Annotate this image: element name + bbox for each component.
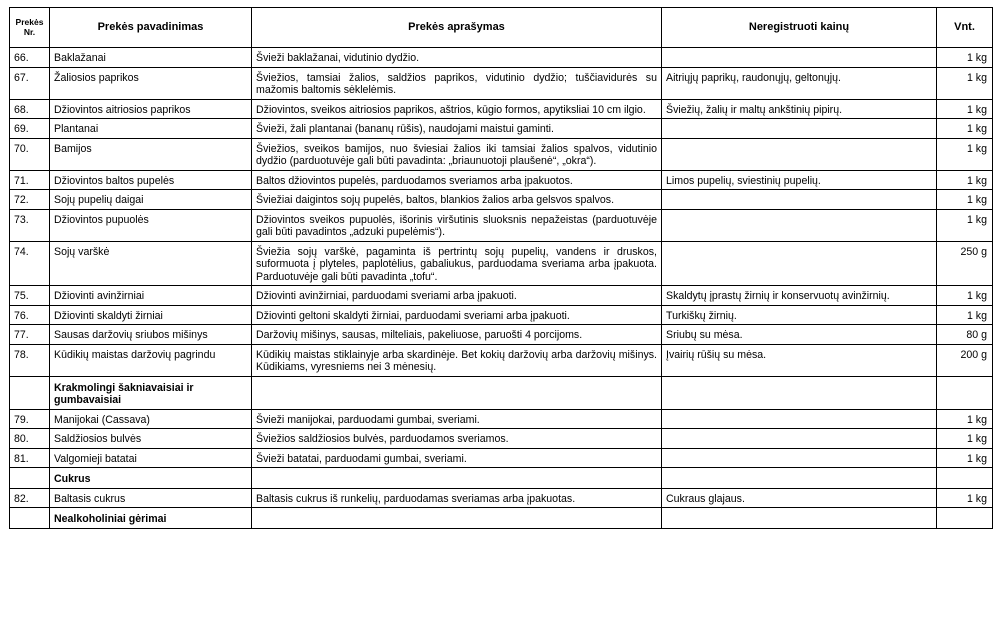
empty-cell xyxy=(252,376,662,409)
unregistered-prices-cell xyxy=(662,241,937,286)
unregistered-prices-cell xyxy=(662,448,937,468)
category-row xyxy=(10,376,993,409)
unit-cell: 80 g xyxy=(937,325,993,345)
item-number-cell: 74. xyxy=(10,241,50,286)
product-description-cell: Baltos džiovintos pupelės, parduodamos sveriamos arba įpakuotos. xyxy=(252,170,662,190)
unit-cell: 1 kg xyxy=(937,209,993,241)
category-row xyxy=(10,508,993,529)
item-number-cell: 82. xyxy=(10,488,50,508)
item-number-cell: 68. xyxy=(10,99,50,119)
unit-cell: 1 kg xyxy=(937,67,993,99)
product-description-cell: Kūdikių maistas stiklainyje arba skardinėje. Bet kokių daržovių arba daržovių mišinys. Kūdikiams, vyresniems nei 3 mėnesių. xyxy=(252,344,662,376)
item-number-cell: 79. xyxy=(10,409,50,429)
empty-cell xyxy=(10,468,50,489)
unit-cell: 1 kg xyxy=(937,119,993,139)
empty-cell xyxy=(937,468,993,489)
product-description-cell: Šviežiai daigintos sojų pupelės, baltos, blankios žalios arba gelsvos spalvos. xyxy=(252,190,662,210)
product-name-cell: Sojų pupelių daigai xyxy=(50,190,252,210)
empty-cell xyxy=(937,508,993,529)
category-title: Krakmolingi šakniavaisiai ir gumbavaisiai xyxy=(50,376,252,409)
product-description-cell: Šviežios, tamsiai žalios, saldžios paprikos, vidutinio dydžio; tuščiavidurės su mažomis baltomis sėklelėmis. xyxy=(252,67,662,99)
table-row xyxy=(10,119,993,139)
table-header-row xyxy=(10,8,993,48)
table-row xyxy=(10,170,993,190)
header-product-description: Prekės aprašymas xyxy=(252,8,662,48)
product-name-cell: Džiovintos pupuolės xyxy=(50,209,252,241)
item-number-cell: 81. xyxy=(10,448,50,468)
unregistered-prices-cell: Cukraus glajaus. xyxy=(662,488,937,508)
unit-cell: 1 kg xyxy=(937,138,993,170)
product-name-cell: Džiovintos baltos pupelės xyxy=(50,170,252,190)
empty-cell xyxy=(662,468,937,489)
product-description-cell: Daržovių mišinys, sausas, milteliais, pakeliuose, paruošti 4 porcijoms. xyxy=(252,325,662,345)
product-name-cell: Baltasis cukrus xyxy=(50,488,252,508)
product-name-cell: Sojų varškė xyxy=(50,241,252,286)
unit-cell: 1 kg xyxy=(937,190,993,210)
table-body xyxy=(10,48,993,529)
unregistered-prices-cell: Sriubų su mėsa. xyxy=(662,325,937,345)
unregistered-prices-cell xyxy=(662,429,937,449)
category-title: Nealkoholiniai gėrimai xyxy=(50,508,252,529)
category-title: Cukrus xyxy=(50,468,252,489)
table-row xyxy=(10,190,993,210)
table-row xyxy=(10,325,993,345)
product-name-cell: Plantanai xyxy=(50,119,252,139)
unit-cell: 1 kg xyxy=(937,448,993,468)
product-name-cell: Džiovintos aitriosios paprikos xyxy=(50,99,252,119)
empty-cell xyxy=(10,508,50,529)
unit-cell: 1 kg xyxy=(937,429,993,449)
item-number-cell: 70. xyxy=(10,138,50,170)
table-row xyxy=(10,209,993,241)
product-name-cell: Žaliosios paprikos xyxy=(50,67,252,99)
product-description-cell: Švieži manijokai, parduodami gumbai, sveriami. xyxy=(252,409,662,429)
item-number-cell: 71. xyxy=(10,170,50,190)
unregistered-prices-cell xyxy=(662,48,937,68)
table-row xyxy=(10,409,993,429)
table-row xyxy=(10,67,993,99)
product-table xyxy=(9,7,993,529)
header-unit: Vnt. xyxy=(937,8,993,48)
table-row xyxy=(10,138,993,170)
table-row xyxy=(10,286,993,306)
empty-cell xyxy=(252,468,662,489)
header-product-name: Prekės pavadinimas xyxy=(50,8,252,48)
product-name-cell: Baklažanai xyxy=(50,48,252,68)
unregistered-prices-cell xyxy=(662,119,937,139)
table-row xyxy=(10,344,993,376)
table-row xyxy=(10,488,993,508)
unit-cell: 200 g xyxy=(937,344,993,376)
unregistered-prices-cell xyxy=(662,209,937,241)
item-number-cell: 76. xyxy=(10,305,50,325)
product-description-cell: Šviežios, sveikos bamijos, nuo šviesiai žalios iki tamsiai žalios spalvos, vidutinio dydžio (parduotuvėje gali būti pavadinta: „briaunuotoji plaušenė“, „okra“). xyxy=(252,138,662,170)
product-name-cell: Džiovinti skaldyti žirniai xyxy=(50,305,252,325)
unregistered-prices-cell: Turkiškų žirnių. xyxy=(662,305,937,325)
item-number-cell: 75. xyxy=(10,286,50,306)
category-row xyxy=(10,468,993,489)
product-description-cell: Džiovintos sveikos pupuolės, išorinis viršutinis sluoksnis nepažeistas (parduotuvėje gali būti pavadintos „adzuki pupelėmis“). xyxy=(252,209,662,241)
table-row xyxy=(10,48,993,68)
unregistered-prices-cell: Įvairių rūšių su mėsa. xyxy=(662,344,937,376)
product-description-cell: Džiovinti avinžirniai, parduodami sveriami arba įpakuoti. xyxy=(252,286,662,306)
item-number-cell: 73. xyxy=(10,209,50,241)
unit-cell: 1 kg xyxy=(937,99,993,119)
product-description-cell: Džiovinti geltoni skaldyti žirniai, parduodami sveriami arba įpakuoti. xyxy=(252,305,662,325)
product-description-cell: Švieži batatai, parduodami gumbai, sveriami. xyxy=(252,448,662,468)
empty-cell xyxy=(662,376,937,409)
unit-cell: 1 kg xyxy=(937,286,993,306)
product-name-cell: Valgomieji batatai xyxy=(50,448,252,468)
item-number-cell: 77. xyxy=(10,325,50,345)
unregistered-prices-cell xyxy=(662,190,937,210)
unregistered-prices-cell xyxy=(662,409,937,429)
product-name-cell: Saldžiosios bulvės xyxy=(50,429,252,449)
item-number-cell: 69. xyxy=(10,119,50,139)
unregistered-prices-cell: Limos pupelių, sviestinių pupelių. xyxy=(662,170,937,190)
table-row xyxy=(10,241,993,286)
unregistered-prices-cell: Skaldytų įprastų žirnių ir konservuotų avinžirnių. xyxy=(662,286,937,306)
item-number-cell: 67. xyxy=(10,67,50,99)
unregistered-prices-cell: Šviežių, žalių ir maltų ankštinių pipirų. xyxy=(662,99,937,119)
product-name-cell: Sausas daržovių sriubos mišinys xyxy=(50,325,252,345)
item-number-cell: 80. xyxy=(10,429,50,449)
product-name-cell: Bamijos xyxy=(50,138,252,170)
unit-cell: 1 kg xyxy=(937,170,993,190)
product-description-cell: Džiovintos, sveikos aitriosios paprikos, aštrios, kūgio formos, apytiksliai 10 cm ilgio. xyxy=(252,99,662,119)
unit-cell: 250 g xyxy=(937,241,993,286)
header-item-number: Prekės Nr. xyxy=(10,8,50,48)
table-row xyxy=(10,448,993,468)
header-unregistered-prices: Neregistruoti kainų xyxy=(662,8,937,48)
empty-cell xyxy=(937,376,993,409)
table-row xyxy=(10,305,993,325)
table-row xyxy=(10,99,993,119)
product-description-cell: Švieži, žali plantanai (bananų rūšis), naudojami maistui gaminti. xyxy=(252,119,662,139)
product-description-cell: Baltasis cukrus iš runkelių, parduodamas sveriamas arba įpakuotas. xyxy=(252,488,662,508)
price-list-document xyxy=(9,7,992,529)
product-name-cell: Manijokai (Cassava) xyxy=(50,409,252,429)
unit-cell: 1 kg xyxy=(937,488,993,508)
product-description-cell: Šviežios saldžiosios bulvės, parduodamos sveriamos. xyxy=(252,429,662,449)
product-name-cell: Džiovinti avinžirniai xyxy=(50,286,252,306)
item-number-cell: 66. xyxy=(10,48,50,68)
item-number-cell: 78. xyxy=(10,344,50,376)
product-description-cell: Šviežia sojų varškė, pagaminta iš pertrintų sojų pupelių, vandens ir druskos, suformuota į plyteles, paplotėlius, gabaliukus, parduodama sveriama arba įpakuota. Parduotuvėje gali būti pavadinta „tofu“. xyxy=(252,241,662,286)
empty-cell xyxy=(10,376,50,409)
empty-cell xyxy=(662,508,937,529)
unit-cell: 1 kg xyxy=(937,409,993,429)
product-description-cell: Švieži baklažanai, vidutinio dydžio. xyxy=(252,48,662,68)
unregistered-prices-cell: Aitriųjų paprikų, raudonųjų, geltonųjų. xyxy=(662,67,937,99)
product-name-cell: Kūdikių maistas daržovių pagrindu xyxy=(50,344,252,376)
unit-cell: 1 kg xyxy=(937,48,993,68)
item-number-cell: 72. xyxy=(10,190,50,210)
empty-cell xyxy=(252,508,662,529)
unit-cell: 1 kg xyxy=(937,305,993,325)
table-row xyxy=(10,429,993,449)
unregistered-prices-cell xyxy=(662,138,937,170)
